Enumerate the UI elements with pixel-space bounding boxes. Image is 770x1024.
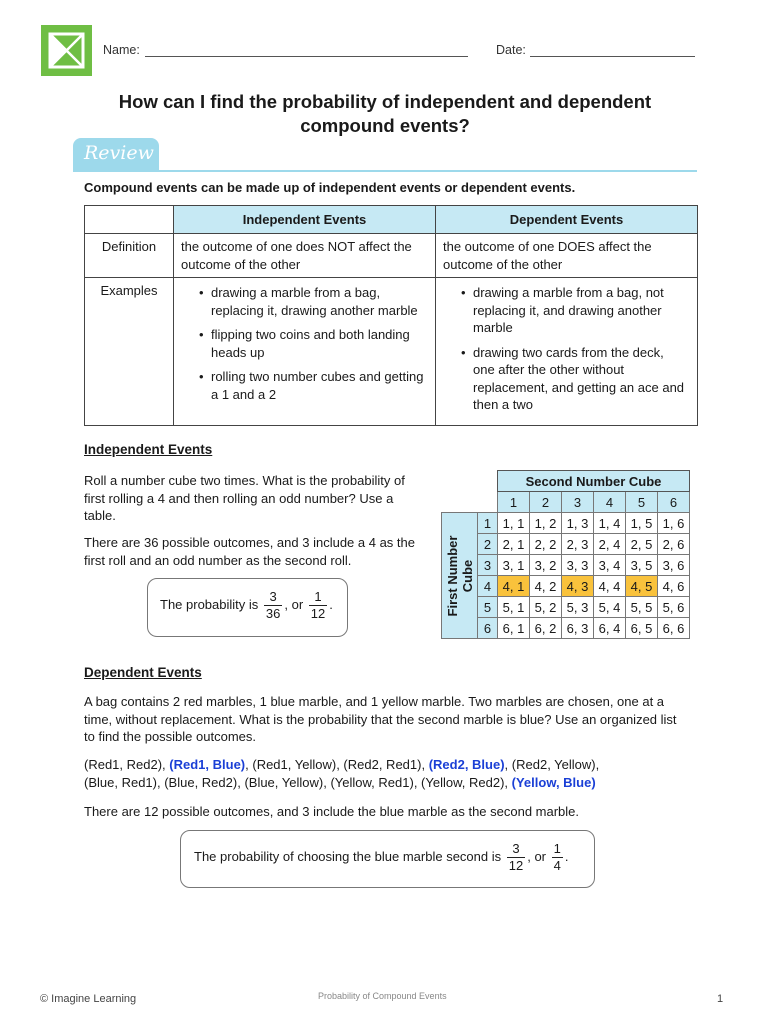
- outcome-cell: 3, 2: [530, 555, 562, 576]
- outcome-cell: 1, 3: [562, 513, 594, 534]
- outcome-item: (Red2, Red1): [343, 757, 422, 772]
- outcome-cell: 1, 2: [530, 513, 562, 534]
- fraction: [507, 841, 525, 874]
- number-cube-table: [441, 470, 690, 639]
- outcome-cell: 3, 3: [562, 555, 594, 576]
- first-cube-label: [442, 513, 478, 639]
- outcome-cell: 2, 1: [498, 534, 530, 555]
- fraction-numerator: 1: [553, 841, 561, 856]
- fraction-numerator: 1: [309, 589, 327, 606]
- row-header: 4: [478, 576, 498, 597]
- side-label-line-1: First Number: [444, 535, 460, 616]
- outcome-item: (Red1, Yellow): [252, 757, 337, 772]
- title-line-2: compound events?: [300, 115, 470, 136]
- cube-corner: [442, 492, 498, 513]
- outcome-item: (Yellow, Blue): [511, 774, 596, 790]
- outcome-cell: 5, 5: [626, 597, 658, 618]
- header-dependent: Dependent Events: [436, 206, 698, 234]
- independent-explanation: There are 36 possible outcomes, and 3 include a 4 as the first roll and an odd number as the second roll.: [84, 535, 415, 568]
- row-header: 3: [478, 555, 498, 576]
- fraction: [552, 841, 563, 874]
- name-field[interactable]: [145, 56, 468, 57]
- review-divider: [73, 170, 697, 172]
- outcome-item: (Red1, Red2): [84, 757, 163, 772]
- fraction-denominator: 4: [553, 858, 561, 873]
- outcome-item: (Red2, Yellow): [511, 757, 596, 772]
- outcome-cell: 1, 1: [498, 513, 530, 534]
- outcome-item: (Blue, Red1): [84, 774, 157, 790]
- outcome-cell: 5, 3: [562, 597, 594, 618]
- outcome-cell: 3, 1: [498, 555, 530, 576]
- fraction-numerator: 3: [264, 589, 282, 606]
- prob-middle: , or: [284, 596, 304, 612]
- outcome-cell: 6, 1: [498, 618, 530, 639]
- dependent-explanation: There are 12 possible outcomes, and 3 include the blue marble as the second marble.: [84, 804, 580, 819]
- outcome-cell: 4, 1: [498, 576, 530, 597]
- second-cube-label: Second Number Cube: [498, 471, 690, 492]
- outcome-item: (Yellow, Red1): [330, 774, 414, 790]
- outcome-cell: 5, 4: [594, 597, 626, 618]
- col-header: 3: [562, 492, 594, 513]
- outcome-cell: 2, 4: [594, 534, 626, 555]
- fraction-denominator: 12: [310, 606, 326, 621]
- prob-suffix: .: [564, 848, 569, 864]
- independent-probability-box: [147, 578, 348, 637]
- outcome-cell: 6, 2: [530, 618, 562, 639]
- table-corner: [85, 206, 174, 234]
- row-header: 6: [478, 618, 498, 639]
- independent-heading: Independent Events: [84, 442, 213, 457]
- outcome-cell: 2, 5: [626, 534, 658, 555]
- dependent-problem: A bag contains 2 red marbles, 1 blue marble, and 1 yellow marble. Two marbles are chosen, one at a time, without replacement. What is the probability that the second marble is blue? Use an organized list to find the possible outcomes.: [84, 694, 677, 744]
- col-header: 5: [626, 492, 658, 513]
- col-header: 4: [594, 492, 626, 513]
- outcome-cell: 1, 5: [626, 513, 658, 534]
- row-header: 1: [478, 513, 498, 534]
- outcome-cell: 1, 6: [658, 513, 690, 534]
- list-item: • drawing a marble from a bag, not replacing it, and drawing another marble: [443, 284, 689, 337]
- prob-prefix: The probability of choosing the blue marble second is: [194, 848, 502, 864]
- outcome-cell: 3, 5: [626, 555, 658, 576]
- date-field[interactable]: [530, 56, 695, 57]
- col-header: 1: [498, 492, 530, 513]
- outcome-cell: 5, 2: [530, 597, 562, 618]
- outcome-item: (Blue, Red2): [164, 774, 238, 790]
- outcome-item: (Blue, Yellow): [244, 774, 324, 790]
- outcome-cell: 4, 4: [594, 576, 626, 597]
- list-item: • drawing a marble from a bag, replacing it, drawing another marble: [181, 284, 427, 319]
- col-header: 2: [530, 492, 562, 513]
- col-header: 6: [658, 492, 690, 513]
- definition-independent: the outcome of one does NOT affect the outcome of the other: [174, 234, 436, 278]
- header-independent: Independent Events: [174, 206, 436, 234]
- dependent-heading: Dependent Events: [84, 665, 202, 680]
- cube-corner: [442, 471, 498, 492]
- list-item: • rolling two number cubes and getting a 1 and a 2: [181, 368, 427, 403]
- outcome-item: (Yellow, Red2): [421, 774, 505, 790]
- list-item: • drawing two cards from the deck, one after the other without replacement, and getting an ace and then a two: [443, 344, 689, 414]
- intro-text: Compound events can be made up of independent events or dependent events.: [84, 180, 576, 195]
- page-number: 1: [717, 993, 724, 1005]
- footer-title: Probability of Compound Events: [318, 991, 447, 1001]
- outcome-cell: 4, 3: [562, 576, 594, 597]
- outcome-cell: 4, 2: [530, 576, 562, 597]
- examples-independent: [174, 278, 436, 426]
- outcome-cell: 5, 6: [658, 597, 690, 618]
- outcome-cell: 2, 6: [658, 534, 690, 555]
- independent-problem: Roll a number cube two times. What is the probability of first rolling a 4 and then rolling an odd number? Use a table.: [84, 473, 405, 523]
- fraction: [309, 589, 327, 622]
- outcome-item: (Red1, Blue): [169, 757, 246, 772]
- list-item: • flipping two coins and both landing heads up: [181, 326, 427, 361]
- fraction-numerator: 3: [507, 841, 525, 858]
- prob-middle: , or: [527, 848, 547, 864]
- outcome-cell: 1, 4: [594, 513, 626, 534]
- logo: [41, 25, 92, 76]
- outcome-cell: 5, 1: [498, 597, 530, 618]
- outcome-cell: 6, 3: [562, 618, 594, 639]
- outcome-cell: 3, 6: [658, 555, 690, 576]
- outcome-cell: 6, 6: [658, 618, 690, 639]
- logo-icon: [41, 25, 92, 76]
- title-line-1: How can I find the probability of independent and dependent: [118, 91, 652, 112]
- page-title: [60, 90, 710, 138]
- outcome-list: (Red1, Red2), (Red1, Blue), (Red1, Yellow), (Red2, Red1), (Red2, Blue), (Red2, Yellow), (Blue, Red1), (Blue, Red2), (Blue, Yellow), (Yellow, Red1), (Yellow, Red2), (Yellow, Blue): [84, 757, 600, 790]
- name-label: Name:: [103, 43, 140, 57]
- outcome-item: (Red2, Blue): [428, 757, 505, 772]
- fraction-denominator: 36: [265, 606, 281, 621]
- row-label-definition: Definition: [85, 234, 174, 278]
- date-label: Date:: [496, 43, 526, 57]
- footer-copyright: © Imagine Learning: [40, 993, 137, 1005]
- comparison-table: [84, 205, 698, 426]
- prob-prefix: The probability is: [160, 596, 259, 612]
- fraction-denominator: 12: [508, 858, 524, 873]
- review-tab: Review: [73, 138, 159, 172]
- row-header: 2: [478, 534, 498, 555]
- examples-dependent: [436, 278, 698, 426]
- outcome-cell: 4, 5: [626, 576, 658, 597]
- outcome-cell: 6, 4: [594, 618, 626, 639]
- definition-dependent: the outcome of one DOES affect the outcome of the other: [436, 234, 698, 278]
- row-label-examples: Examples: [85, 278, 174, 426]
- fraction: [264, 589, 282, 622]
- outcome-cell: 6, 5: [626, 618, 658, 639]
- dependent-probability-box: [180, 830, 595, 888]
- side-label-line-2: Cube: [459, 559, 475, 592]
- outcome-cell: 3, 4: [594, 555, 626, 576]
- outcome-cell: 2, 2: [530, 534, 562, 555]
- row-header: 5: [478, 597, 498, 618]
- outcome-cell: 4, 6: [658, 576, 690, 597]
- outcome-cell: 2, 3: [562, 534, 594, 555]
- prob-suffix: .: [329, 596, 333, 612]
